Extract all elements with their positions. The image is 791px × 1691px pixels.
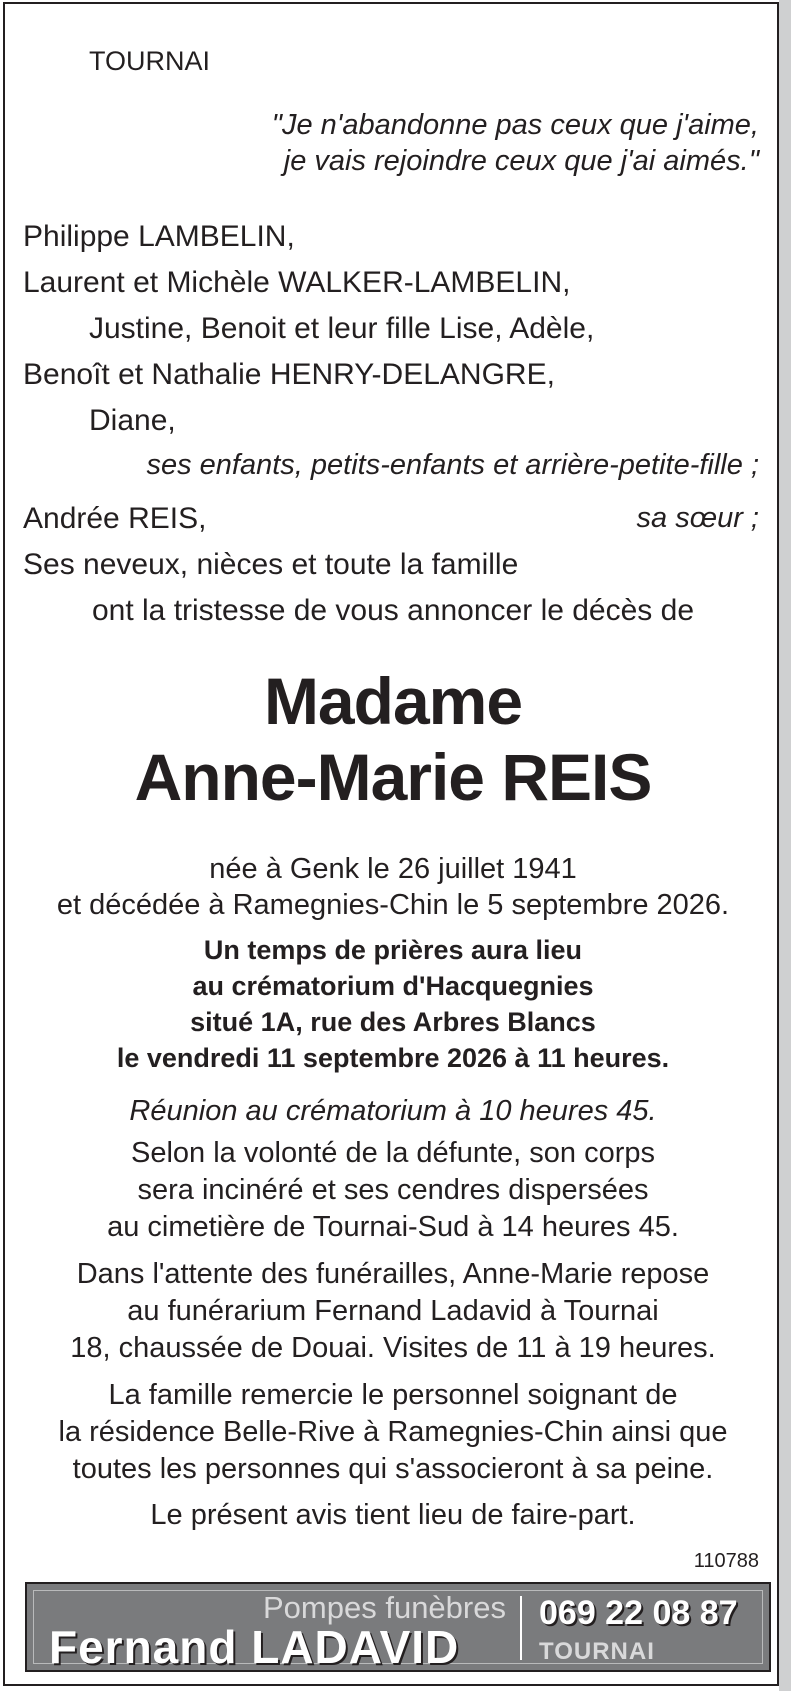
- rest-line-1: Dans l'attente des funérailles, Anne-Marie repose: [76, 1258, 710, 1290]
- thanks-line-2: la résidence Belle-Rive à Ramegnies-Chin ainsi que: [58, 1416, 728, 1448]
- banner-subtitle: Pompes funèbres: [263, 1590, 506, 1625]
- sister-name: Andrée REIS,: [23, 502, 207, 535]
- banner-separator: [520, 1596, 522, 1660]
- announcement-line: ont la tristesse de vous annoncer le décès de: [91, 594, 695, 627]
- prayer-line-2: au crématorium d'Hacquegnies: [192, 971, 594, 1001]
- deceased-name: Anne-Marie REIS: [134, 740, 652, 814]
- family-line-1: Philippe LAMBELIN,: [23, 220, 295, 253]
- birth-line: née à Genk le 26 juillet 1941: [209, 853, 577, 885]
- reference-number: 110788: [693, 1550, 759, 1572]
- family-line-4: Benoît et Nathalie HENRY-DELANGRE,: [23, 358, 555, 391]
- wish-line-3: au cimetière de Tournai-Sud à 14 heures 45.: [107, 1211, 679, 1243]
- notice-line: Le présent avis tient lieu de faire-part.: [150, 1499, 636, 1531]
- quote-line-1: "Je n'abandonne pas ceux que j'aime,: [271, 109, 759, 141]
- wish-line-1: Selon la volonté de la défunte, son corps: [131, 1137, 655, 1169]
- funeral-home-banner: [25, 1582, 771, 1672]
- death-line: et décédée à Ramegnies-Chin le 5 septembre 2026.: [56, 889, 730, 921]
- thanks-line-3: toutes les personnes qui s'associeront à sa peine.: [72, 1453, 714, 1485]
- banner-company-name: Fernand LADAVID: [49, 1621, 460, 1673]
- wish-line-2: sera incinéré et ses cendres dispersées: [137, 1174, 649, 1206]
- relation-sister: sa sœur ;: [636, 502, 759, 534]
- prayer-line-1: Un temps de prières aura lieu: [203, 935, 583, 965]
- city-heading: TOURNAI: [89, 46, 211, 76]
- rest-line-2: au funérarium Fernand Ladavid à Tournai: [127, 1295, 659, 1327]
- thanks-line-1: La famille remercie le personnel soignant de: [108, 1379, 678, 1411]
- deceased-title: Madame: [263, 664, 523, 738]
- banner-city: TOURNAI: [539, 1638, 655, 1665]
- reunion-line: Réunion au crématorium à 10 heures 45.: [129, 1095, 657, 1127]
- family-line-3: Justine, Benoit et leur fille Lise, Adèle,: [89, 312, 595, 345]
- obituary-frame: [3, 2, 779, 1686]
- family-line-6: Ses neveux, nièces et toute la famille: [23, 548, 519, 581]
- quote-line-2: je vais rejoindre ceux que j'ai aimés.": [283, 145, 759, 177]
- family-line-2: Laurent et Michèle WALKER-LAMBELIN,: [23, 266, 571, 299]
- rest-line-3: 18, chaussée de Douai. Visites de 11 à 19 heures.: [70, 1332, 716, 1364]
- family-line-5: Diane,: [89, 404, 176, 437]
- prayer-line-4: le vendredi 11 septembre 2026 à 11 heures.: [116, 1043, 670, 1073]
- prayer-line-3: situé 1A, rue des Arbres Blancs: [190, 1007, 596, 1037]
- relation-children: ses enfants, petits-enfants et arrière-petite-fille ;: [146, 449, 759, 481]
- banner-phone: 069 22 08 87: [539, 1594, 738, 1632]
